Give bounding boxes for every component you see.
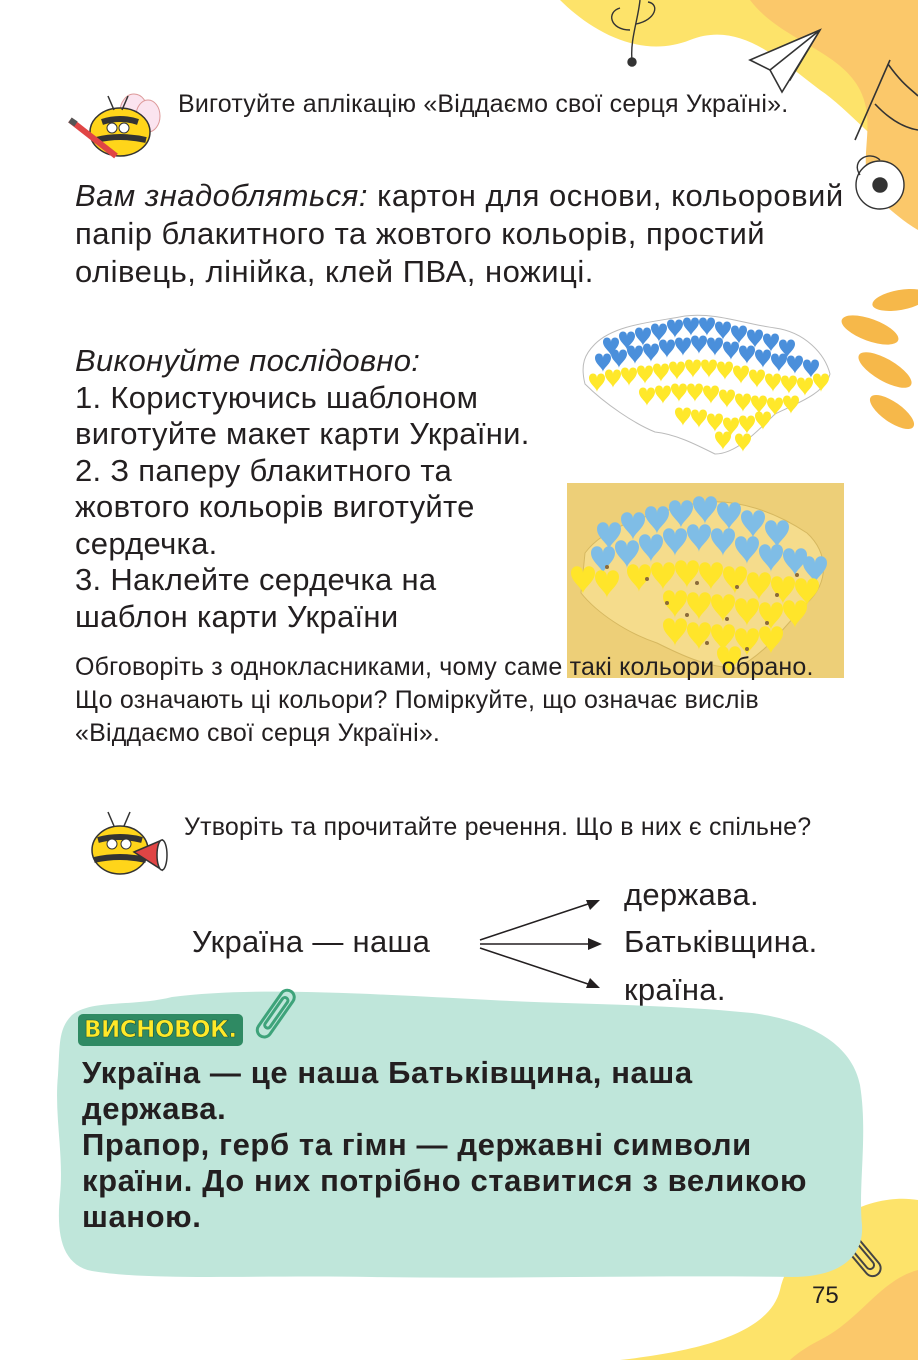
discussion-text: Обговоріть з однокласниками, чому саме такі кольори обрано. Що означають ці кольори? Поміркуйте, що означає вислів «Віддаємо свої серця Україні». [75, 653, 814, 747]
ending-batkivshchyna: Батьківщина. [624, 924, 818, 959]
hearts-map-cardboard-image [567, 483, 844, 678]
conclusion-line-2: Прапор, герб та гімн — державні символи країни. До них потрібно ставитися з великою шаною. [82, 1127, 808, 1234]
materials-list: картон для основи, кольоровий папір блакитного та жовтого кольорів, простий олівець, лінійка, клей ПВА, ножиці. [75, 178, 844, 289]
steps-block [75, 343, 575, 635]
sentence-arrows [476, 890, 606, 1000]
ending-derzhava: держава. [624, 877, 759, 912]
bee-pencil-icon [62, 86, 162, 166]
paperclip-icon [252, 985, 300, 1045]
conclusion-label: ВИСНОВОК. [78, 1014, 243, 1046]
bee-megaphone-icon [82, 808, 172, 882]
hearts-map-image [575, 304, 837, 464]
conclusion-text [82, 1055, 842, 1235]
step-item-3: 3. Наклейте сердечка на шаблон карти України [75, 562, 437, 634]
page-number: 75 [812, 1282, 839, 1309]
discussion-paragraph [75, 651, 845, 750]
step-item-2: 2. З паперу блакитного та жовтого кольорів виготуйте сердечка. [75, 452, 475, 561]
materials-label: Вам знадобляться: [75, 178, 368, 213]
materials-paragraph [75, 177, 855, 291]
step-item-1: 1. Користуючись шаблоном виготуйте макет карти України. [75, 379, 530, 451]
steps-label: Виконуйте послідовно: [75, 343, 421, 378]
conclusion-line-1: Україна — це наша Батьківщина, наша держава. [82, 1055, 693, 1126]
sentence-start: Україна — наша [192, 924, 431, 959]
task2-instruction: Утворіть та прочитайте речення. Що в них є спільне? [184, 813, 812, 841]
ending-kraina: країна. [624, 972, 726, 1007]
intro-instruction: Виготуйте аплікацію «Віддаємо свої серця Україні». [178, 90, 789, 118]
